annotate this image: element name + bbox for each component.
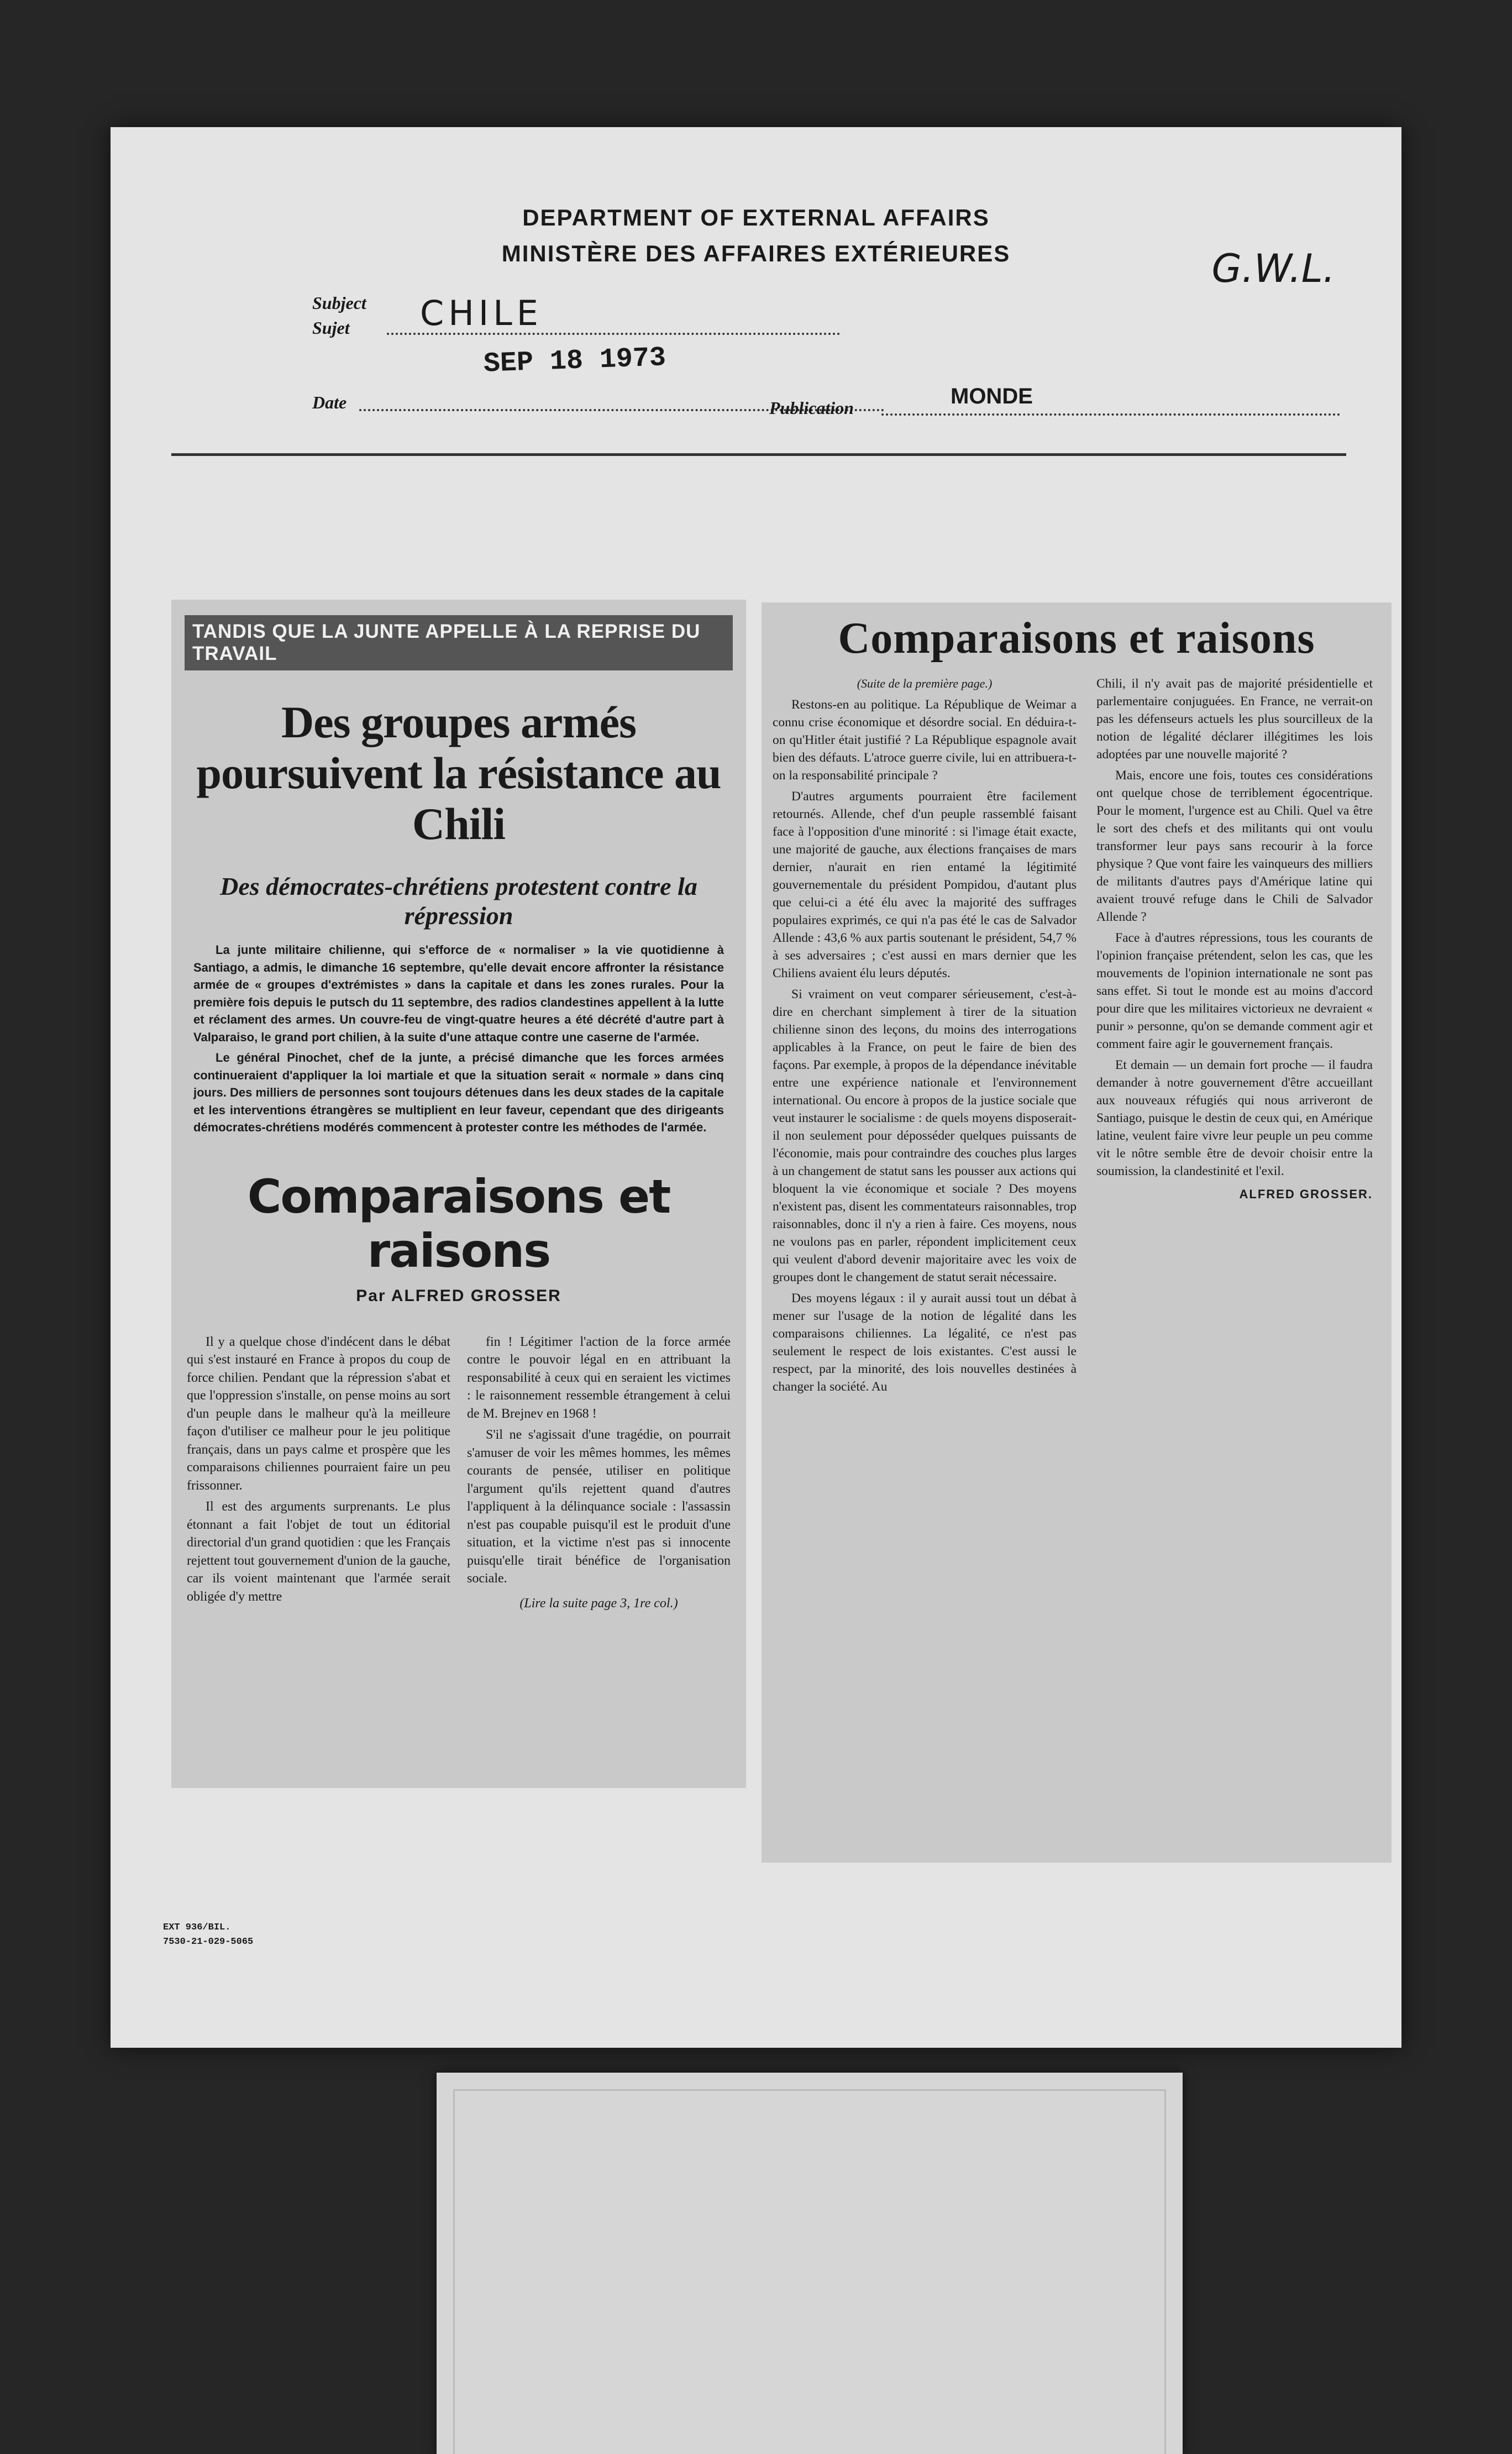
left-column-1: [187, 1333, 450, 1613]
department-heading-en: DEPARTMENT OF EXTERNAL AFFAIRS: [522, 204, 990, 230]
form-code: [163, 1921, 253, 1949]
form-code-line: EXT 936/BIL.: [163, 1922, 231, 1933]
card-inner-frame: [453, 2089, 1166, 2454]
body-paragraph: Il est des arguments surprenants. Le plus étonnant a fait l'objet de tout un éditorial directorial d'un grand quotidien : que les Français rejettent tout gouvernement d'union de la gauche, car ils voient maintenant que l'armée serait obligée d'y mettre: [187, 1499, 450, 1604]
right-columns: [773, 675, 1380, 1399]
body-paragraph: Des moyens légaux : il y aurait aussi tout un débat à mener sur l'usage de la notion de légalité dans les comparaisons chiliennes. La légalité, ce n'est pas seulement le respect de lois existantes. C'est aussi le respect, par la minorité, des lois nouvelles destinées à changer la société. Au: [773, 1291, 1077, 1394]
subject-value: CHILE: [420, 293, 543, 333]
subject-label: Subject: [312, 293, 366, 313]
byline: Par ALFRED GROSSER: [356, 1286, 561, 1305]
continued-note: (Lire la suite page 3, 1re col.): [519, 1596, 678, 1611]
lead-paragraph: Le général Pinochet, chef de la junte, a précisé dimanche que les forces armées continueraient d'appliquer la loi martiale et que la situation serait « normale » dans cinq jours. Des milliers de personnes sont toujours détenues dans les deux stades de la capitale et les interventions étrangères se multiplient en leur faveur, cependant que des dirigeants démocrates-chrétiens modérés commencent à protester contre les méthodes de l'armée.: [193, 1051, 724, 1134]
body-paragraph: S'il ne s'agissait d'une tragédie, on pourrait s'amuser de voir les mêmes hommes, les mêmes courants de pensée, utiliser en politique l'argument qu'ils rejettent quand d'autres l'appliquent à la délinquance sociale : l'assassin n'est pas coupable puisqu'il est le produit d'une situation, et la victime n'est pas si innocente puisqu'elle tirait bénéfice de l'organisation sociale.: [467, 1428, 731, 1586]
right-column-1: [773, 675, 1077, 1399]
body-paragraph: Chili, il n'y avait pas de majorité présidentielle et parlementaire conjuguées. En France, ne verrait-on pas les défenseurs actuels les plus sourcilleux de la notion de légalité déclarer illégitimes les lois adoptées par une nouvelle majorité ?: [1096, 677, 1373, 762]
form-code-line: 7530-21-029-5065: [163, 1937, 254, 1947]
body-paragraph: Mais, encore une fois, toutes ces considérations ont quelque chose de terriblement égocentrique. Pour le moment, l'urgence est au Chili. Quel va être le sort des chefs et des militants qui ont voulu transformer leur pays sans recourir à la force physique ? Que vont faire les vainqueurs des milliers de militants d'autres pays d'Amérique latine qui avaient trouvé refuge dans le Chili de Salvador Allende ?: [1096, 768, 1373, 924]
author-signature: ALFRED GROSSER.: [1239, 1187, 1373, 1201]
publication-value: MONDE: [951, 384, 1033, 408]
right-column-2: [1096, 675, 1373, 1399]
sujet-label: Sujet: [312, 318, 350, 338]
right-clipping: [762, 602, 1392, 1863]
body-paragraph: Il y a quelque chose d'indécent dans le débat qui s'est instauré en France à propos du coup de force chilien. Pendant que la répression s'abat et que l'oppression s'installe, on pense moins au sort d'un peuple dans le malheur qu'à la meilleure façon d'utiliser ce malheur pour le jeu politique français, dans un pays calme et prospère que les comparaisons chiliennes pourraient faire un peu frissonner.: [187, 1334, 450, 1493]
right-headline: Comparaisons et raisons: [838, 614, 1315, 663]
body-paragraph: D'autres arguments pourraient être facilement retournés. Allende, chef d'un peuple rassemblé faisant face à l'opposition d'une minorité : si l'image était exacte, une majorité de gauche, aux élections françaises de mars dernier, n'aurait en rien entamé la légitimité gouvernementale du président Pompidou, d'autant plus que celui-ci a été élu avec la majorité des suffrages populaires exprimés, ce qui n'a pas été le cas de Salvador Allende : 43,6 % aux partis soutenant le président, 54,7 % à ses adversaires ; c'est aussi en mars dernier que les Chiliens avaient élu leurs députés.: [773, 789, 1077, 980]
date-stamp: SEP 18 1973: [483, 342, 666, 380]
backing-card: [437, 2073, 1183, 2454]
publication-label: Publication: [769, 398, 854, 418]
continued-from-note: (Suite de la première page.): [857, 677, 993, 690]
left-lead: [193, 941, 724, 1136]
left-column-2: [467, 1333, 731, 1613]
left-columns: [187, 1333, 731, 1613]
left-kicker: TANDIS QUE LA JUNTE APPELLE À LA REPRISE DU TRAVAIL: [185, 615, 733, 670]
body-paragraph: fin ! Légitimer l'action de la force armée contre le pouvoir légal en en attribuant la responsabilité à ceux qui en seraient les victimes : le raisonnement ressemble étrangement à celui de M. Brejnev en 1968 !: [467, 1334, 731, 1421]
department-heading-fr: MINISTÈRE DES AFFAIRES EXTÉRIEURES: [501, 240, 1011, 266]
left-subhead: Des démocrates-chrétiens protestent contre la répression: [220, 872, 697, 930]
document-sheet: [111, 127, 1401, 2048]
header-rule: [171, 453, 1346, 456]
left-headline: Des groupes armés poursuivent la résistance au Chili: [196, 697, 721, 849]
left-headline-2: Comparaisons et raisons: [247, 1169, 670, 1278]
body-paragraph: Face à d'autres répressions, tous les courants de l'opinion française prétendent, selon les cas, que les mouvements de l'opinion internationale ne sont pas sans effet. Si tout le monde est au moins d'accord pour dire que les militaires victorieux ne devraient « punir » personne, qu'on se demande comment agir et comment faire agir le gouvernement français.: [1096, 931, 1373, 1051]
body-paragraph: Si vraiment on veut comparer sérieusement, c'est-à-dire en cherchant simplement à tirer de la situation chilienne sinon des leçons, du moins des interrogations applicables à la France, on peut le faire de bien des façons. Par exemple, à propos de la dépendance inévitable entre une expérience nationale et l'environnement international. Ou encore à propos de la justice sociale que veut instaurer le socialisme : de quels moyens disposerait-il non seulement pour déposséder quelques puissants de l'économie, mais pour contraindre des couches plus larges à un changement de statut sans les pousser aux actions qui bloquent la vie économique et sociale ? Des moyens n'existent pas, disent les commentateurs raisonnables, trop raisonnables, donc il n'y a rien à faire. Ces moyens, nous ne voulons pas en parler, répondent implicitement ceux qui veulent d'abord devenir majoritaire avec les voix de groupes dont le changement de statut serait nécessaire.: [773, 987, 1077, 1284]
handwritten-initials: G.W.L.: [1211, 246, 1335, 291]
left-clipping: [171, 600, 746, 1788]
body-paragraph: Et demain — un demain fort proche — il faudra demander à notre gouvernement d'être accueillant aux nouveaux réfugiés qui nous arriveront de Santiago, puisque le destin de ceux qui, en Amérique latine, veulent faire vivre leur peuple un peu comme vit le nôtre semble être de devoir choisir entre la soumission, la clandestinité et l'exil.: [1096, 1058, 1373, 1178]
publication-line: [881, 413, 1340, 416]
body-paragraph: Restons-en au politique. La République de Weimar a connu crise économique et désordre social. En déduira-t-on qu'Hitler était justifié ? La République espagnole avait bien des défauts. L'atroce guerre civile, lui en attribuera-t-on la responsabilité principale ?: [773, 698, 1077, 783]
date-label: Date: [312, 392, 347, 412]
lead-paragraph: La junte militaire chilienne, qui s'efforce de « normaliser » la vie quotidienne à Santiago, a admis, le dimanche 16 septembre, qu'elle devait encore affronter la résistance armée de « groupes d'extrémistes » dans la capitale et dans les zones rurales. Pour la première fois depuis le putsch du 11 septembre, des radios clandestines appellent à la lutte et réclament des armes. Un couvre-feu de vingt-quatre heures a été décrété d'autre part à Valparaiso, le grand port chilien, à la suite d'une attaque contre une caserne de l'armée.: [193, 943, 724, 1044]
